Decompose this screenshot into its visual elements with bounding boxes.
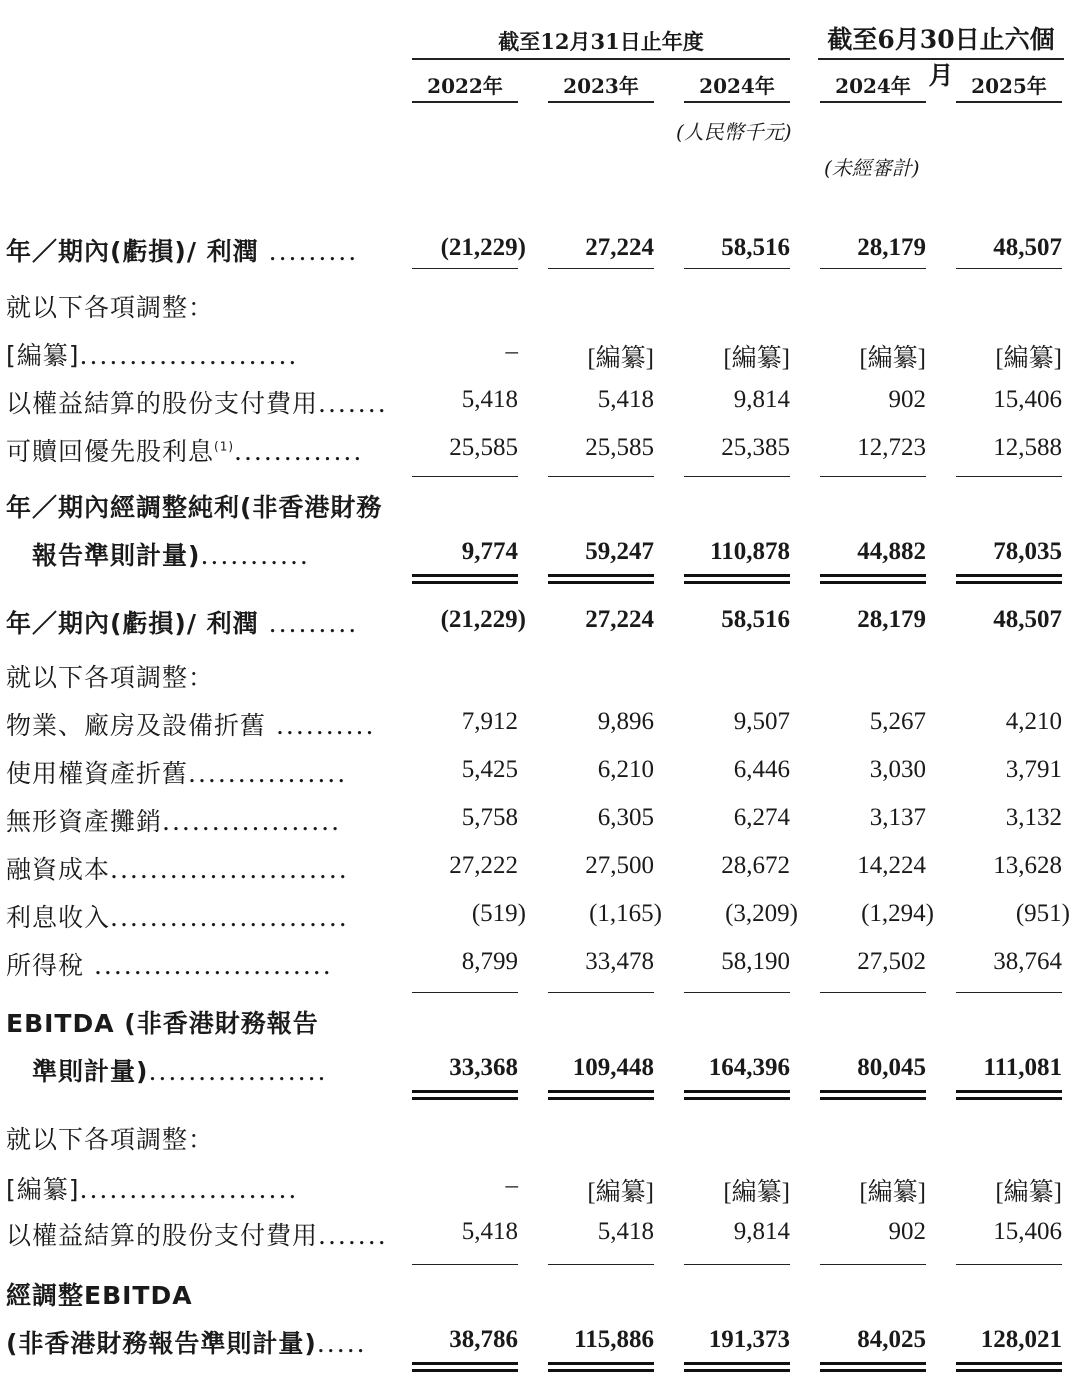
row-label (6, 1004, 319, 1040)
cell-value: 111,081 (983, 1054, 1062, 1081)
year-header: 2023年 (563, 74, 639, 98)
cell-value: 12,588 (993, 434, 1062, 461)
cell-value: 7,912 (461, 708, 518, 735)
total-double-rule (820, 574, 926, 584)
year-header: 2024年 (699, 74, 775, 98)
cell-value: 25,385 (721, 434, 790, 461)
cell-value: 3,132 (1005, 804, 1062, 831)
total-double-rule (684, 574, 790, 584)
row-label-text: 年／期內經調整純利(非香港財務 (6, 493, 383, 522)
header-group-year-rule (412, 58, 790, 60)
cell-value: 110,878 (710, 538, 790, 565)
cell-value: 902 (888, 386, 926, 413)
subtotal-rule (412, 476, 518, 477)
leader-dots: ........................ (84, 951, 333, 980)
subtotal-rule (820, 268, 926, 269)
cell-value: 27,224 (585, 606, 654, 633)
leader-dots: ........... (200, 541, 310, 570)
cell-value: [編纂] (587, 345, 654, 372)
total-double-rule (956, 574, 1062, 584)
subtotal-rule (684, 268, 790, 269)
year-header: 2025年 (971, 74, 1047, 98)
cell-value: 6,210 (597, 756, 654, 783)
row-label-text: 就以下各項調整： (6, 663, 215, 692)
cell-value: 84,025 (857, 1326, 926, 1353)
cell-value: 9,896 (597, 708, 654, 735)
total-double-rule (548, 574, 654, 584)
subtotal-rule (548, 992, 654, 993)
cell-value: (951) (1015, 900, 1070, 927)
row-label-text: 就以下各項調整： (6, 293, 215, 322)
cell-value: 48,507 (993, 234, 1062, 261)
cell-value: 15,406 (993, 1218, 1062, 1245)
subtotal-rule (820, 476, 926, 477)
cell-value: 5,425 (461, 756, 518, 783)
cell-value: 27,502 (857, 948, 926, 975)
row-label-text: (非香港財務報告準則計量) (6, 1329, 317, 1358)
row-label (6, 288, 214, 324)
cell-value: 5,418 (597, 386, 654, 413)
total-double-rule (412, 574, 518, 584)
leader-dots: ....... (318, 389, 388, 418)
cell-value: 27,500 (585, 852, 654, 879)
cell-value: 9,814 (733, 386, 790, 413)
row-label (6, 1276, 193, 1312)
row-label-text: 準則計量) (6, 1057, 149, 1086)
row-label (6, 488, 382, 524)
leader-dots: ....... (318, 1221, 388, 1250)
cell-value: 109,448 (572, 1054, 654, 1081)
cell-value: 5,758 (461, 804, 518, 831)
header-group-half: 截至6月30日止六個月 (827, 25, 1055, 90)
row-label-text: 以權益結算的股份支付費用 (6, 389, 319, 418)
leader-dots: ...................... (79, 341, 299, 370)
total-double-rule (820, 1090, 926, 1100)
row-label (6, 802, 341, 838)
row-label-text: 報告準則計量) (6, 541, 201, 570)
cell-value: 38,764 (993, 948, 1062, 975)
cell-value: 3,137 (869, 804, 926, 831)
cell-value: 58,190 (721, 948, 790, 975)
cell-value: 38,786 (449, 1326, 518, 1353)
subtotal-rule (548, 476, 654, 477)
cell-value: [編纂] (859, 1179, 926, 1206)
year-header: 2022年 (427, 74, 503, 98)
row-label-text: 使用權資產折舊 (6, 759, 189, 788)
leader-dots: ................ (188, 759, 348, 788)
subtotal-rule (956, 268, 1062, 269)
leader-dots: ..... (316, 1329, 367, 1358)
cell-value: 48,507 (993, 606, 1062, 633)
row-label-text: 融資成本 (6, 855, 111, 884)
cell-value: 25,585 (449, 434, 518, 461)
year-header-rule (820, 101, 926, 103)
cell-value: 5,267 (869, 708, 926, 735)
row-label (6, 432, 363, 468)
row-label-text: 以權益結算的股份支付費用 (6, 1221, 319, 1250)
row-label-text: 無形資產攤銷 (6, 807, 163, 836)
cell-value: 191,373 (708, 1326, 790, 1353)
leader-dots: ......... (258, 609, 359, 638)
year-header-rule (684, 101, 790, 103)
row-label-text: 利息收入 (6, 903, 111, 932)
cell-value: 3,030 (869, 756, 926, 783)
row-label (6, 336, 298, 372)
row-label (6, 946, 333, 982)
subtotal-rule (820, 992, 926, 993)
subtotal-rule (548, 268, 654, 269)
cell-value: 4,210 (1005, 708, 1062, 735)
cell-value: 115,886 (574, 1326, 654, 1353)
row-label (6, 1324, 367, 1360)
subtotal-rule (548, 1264, 654, 1265)
cell-value: [編纂] (587, 1179, 654, 1206)
cell-value: 5,418 (461, 386, 518, 413)
leader-dots: ...................... (79, 1175, 299, 1204)
header-group-year: 截至12月31日止年度 (498, 29, 704, 54)
subtotal-rule (956, 1264, 1062, 1265)
cell-value: 80,045 (857, 1054, 926, 1081)
cell-value: 25,585 (585, 434, 654, 461)
total-double-rule (684, 1362, 790, 1372)
cell-value: 58,516 (721, 234, 790, 261)
cell-value: [編纂] (995, 345, 1062, 372)
row-label (6, 850, 349, 886)
subtotal-rule (412, 268, 518, 269)
year-header-rule (548, 101, 654, 103)
cell-value: [編纂] (723, 1179, 790, 1206)
year-header: 2024年 (835, 74, 911, 98)
cell-value: 13,628 (993, 852, 1062, 879)
cell-value: 59,247 (585, 538, 654, 565)
leader-dots: ............. (234, 437, 364, 466)
leader-dots: ........................ (110, 855, 349, 884)
cell-value: 28,672 (721, 852, 790, 879)
total-double-rule (820, 1362, 926, 1372)
cell-value: 9,507 (733, 708, 790, 735)
row-label (6, 604, 358, 640)
cell-value: [編纂] (995, 1179, 1062, 1206)
row-label (6, 1170, 298, 1206)
row-label (6, 1120, 214, 1156)
row-label (6, 1052, 327, 1088)
cell-value: 27,222 (449, 852, 518, 879)
row-label (6, 754, 347, 790)
row-label-text: 就以下各項調整： (6, 1125, 215, 1154)
total-double-rule (548, 1362, 654, 1372)
cell-value: (21,229) (440, 234, 526, 261)
subtotal-rule (412, 1264, 518, 1265)
row-label-text: 年／期內(虧損)/ 利潤 (6, 609, 259, 638)
leader-dots: ........................ (110, 903, 349, 932)
cell-value: 14,224 (857, 852, 926, 879)
footnote-marker: (1) (214, 439, 235, 454)
subtotal-rule (412, 992, 518, 993)
cell-value: 44,882 (857, 538, 926, 565)
cell-value: 58,516 (721, 606, 790, 633)
row-label-text: [編纂] (6, 341, 80, 370)
cell-value: 33,478 (585, 948, 654, 975)
total-double-rule (956, 1362, 1062, 1372)
leader-dots: .......... (266, 711, 376, 740)
row-label-text: EBITDA (非香港財務報告 (6, 1009, 319, 1038)
total-double-rule (412, 1362, 518, 1372)
cell-value: 6,274 (733, 804, 790, 831)
cell-value: 27,224 (585, 234, 654, 261)
leader-dots: .................. (162, 807, 342, 836)
cell-value: 12,723 (857, 434, 926, 461)
cell-value: 28,179 (857, 606, 926, 633)
total-double-rule (548, 1090, 654, 1100)
row-label (6, 898, 349, 934)
row-label (6, 658, 214, 694)
year-header-rule (412, 101, 518, 103)
row-label-text: 物業、廠房及設備折舊 (6, 711, 267, 740)
cell-value: 5,418 (597, 1218, 654, 1245)
unaudited-label: (未經審計) (824, 156, 920, 180)
leader-dots: .................. (148, 1057, 328, 1086)
cell-value: 9,774 (461, 538, 518, 565)
subtotal-rule (684, 1264, 790, 1265)
cell-value: 78,035 (993, 538, 1062, 565)
cell-value: (21,229) (440, 606, 526, 633)
leader-dots: ......... (258, 237, 359, 266)
row-label-text: 所得稅 (6, 951, 85, 980)
row-label (6, 384, 388, 420)
cell-value: (3,209) (725, 900, 798, 927)
cell-value: (1,165) (589, 900, 662, 927)
row-label-text: [編纂] (6, 1175, 80, 1204)
cell-value: [編纂] (859, 345, 926, 372)
row-label-text: 經調整EBITDA (6, 1281, 193, 1310)
cell-value: 6,446 (733, 756, 790, 783)
cell-value: 28,179 (857, 234, 926, 261)
cell-value: 6,305 (597, 804, 654, 831)
cell-value: 9,814 (733, 1218, 790, 1245)
subtotal-rule (956, 992, 1062, 993)
row-label (6, 536, 310, 572)
row-label-text: 可贖回優先股利息 (6, 437, 215, 466)
row-label (6, 232, 358, 268)
row-label-text: 年／期內(虧損)/ 利潤 (6, 237, 259, 266)
subtotal-rule (820, 1264, 926, 1265)
cell-value: – (505, 338, 518, 365)
cell-value: [編纂] (723, 345, 790, 372)
unit-label: (人民幣千元) (676, 120, 792, 144)
cell-value: 128,021 (980, 1326, 1062, 1353)
cell-value: 164,396 (708, 1054, 790, 1081)
total-double-rule (684, 1090, 790, 1100)
subtotal-rule (684, 476, 790, 477)
cell-value: 5,418 (461, 1218, 518, 1245)
cell-value: 33,368 (449, 1054, 518, 1081)
cell-value: 3,791 (1005, 756, 1062, 783)
cell-value: (519) (471, 900, 526, 927)
row-label (6, 706, 375, 742)
cell-value: (1,294) (861, 900, 934, 927)
year-header-rule (956, 101, 1062, 103)
subtotal-rule (956, 476, 1062, 477)
total-double-rule (956, 1090, 1062, 1100)
cell-value: 902 (888, 1218, 926, 1245)
cell-value: – (505, 1172, 518, 1199)
row-label (6, 1216, 388, 1252)
cell-value: 8,799 (461, 948, 518, 975)
header-group-half-rule (818, 58, 1064, 60)
subtotal-rule (684, 992, 790, 993)
total-double-rule (412, 1090, 518, 1100)
cell-value: 15,406 (993, 386, 1062, 413)
